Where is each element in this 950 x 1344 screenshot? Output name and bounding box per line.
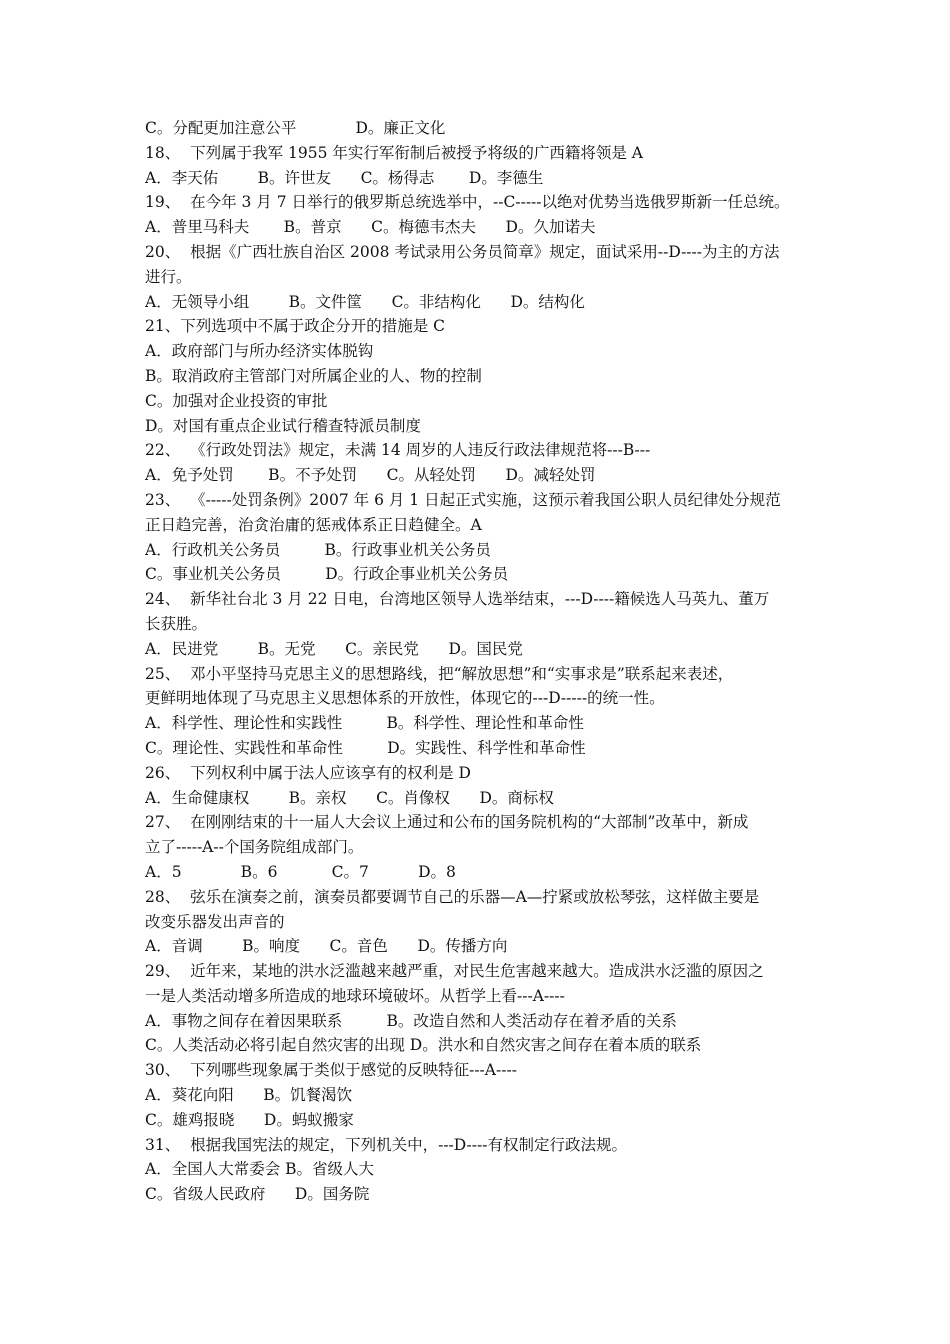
question-18: 18、 下列属于我军 1955 年实行军衔制后被授予将级的广西籍将领是 A xyxy=(145,143,644,162)
options-29-cd: C。人类活动必将引起自然灾害的出现 D。洪水和自然灾害之间存在着本质的联系 xyxy=(145,1036,702,1055)
question-25-cont: 更鲜明地体现了马克思主义思想体系的开放性，体现它的---D-----的统一性。 xyxy=(145,689,665,708)
options-19: A．普里马科夫 B。普京 C。梅德韦杰夫 D。久加诺夫 xyxy=(145,218,596,237)
options-27: A．5 B。6 C。7 D。8 xyxy=(145,862,456,881)
options-26: A．生命健康权 B。亲权 C。肖像权 D。商标权 xyxy=(145,788,554,807)
question-28-cont: 改变乐器发出声音的 xyxy=(145,912,285,931)
question-30: 30、 下列哪些现象属于类似于感觉的反映特征---A---- xyxy=(145,1061,517,1080)
question-27-cont: 立了-----A--个国务院组成部门。 xyxy=(145,838,364,857)
question-29-cont: 一是人类活动增多所造成的地球环境破坏。从哲学上看---A---- xyxy=(145,986,565,1005)
options-25-ab: A．科学性、理论性和实践性 B。科学性、理论性和革命性 xyxy=(145,714,584,733)
question-24-cont: 长获胜。 xyxy=(145,614,208,633)
options-31-cd: C。省级人民政府 D。国务院 xyxy=(145,1185,370,1204)
question-28: 28、 弦乐在演奏之前，演奏员都要调节自己的乐器—A—拧紧或放松琴弦，这样做主要是 xyxy=(145,887,760,906)
options-20: A．无领导小组 B。文件筐 C。非结构化 D。结构化 xyxy=(145,292,585,311)
options-28: A．音调 B。响度 C。音色 D。传播方向 xyxy=(145,937,508,956)
options-18: A．李天佑 B。许世友 C。杨得志 D。李德生 xyxy=(145,168,544,187)
option-21-c: C。加强对企业投资的审批 xyxy=(145,391,328,410)
question-21: 21、下列选项中不属于政企分开的措施是 C xyxy=(145,317,446,336)
options-31-ab: A．全国人大常委会 B。省级人大 xyxy=(145,1160,375,1179)
question-22: 22、 《行政处罚法》规定，未满 14 周岁的人违反行政法律规范将---B--- xyxy=(145,441,651,460)
option-21-a: A．政府部门与所办经济实体脱钩 xyxy=(145,342,374,361)
question-26: 26、 下列权利中属于法人应该享有的权利是 D xyxy=(145,763,471,782)
question-25: 25、 邓小平坚持马克思主义的思想路线，把“解放思想”和“实事求是”联系起来表述， xyxy=(145,664,734,683)
options-29-ab: A．事物之间存在着因果联系 B。改造自然和人类活动存在着矛盾的关系 xyxy=(145,1011,677,1030)
question-19: 19、 在今年 3 月 7 日举行的俄罗斯总统选举中，--C-----以绝对优势当选俄罗斯新一任总统。 xyxy=(145,193,790,212)
question-23-cont: 正日趋完善，治贪治庸的惩戒体系正日趋健全。A xyxy=(145,515,482,534)
question-20-cont: 进行。 xyxy=(145,267,192,286)
question-29: 29、 近年来，某地的洪水泛滥越来越严重，对民生危害越来越大。造成洪水泛滥的原因之 xyxy=(145,962,764,981)
question-23: 23、 《-----处罚条例》2007 年 6 月 1 日起正式实施，这预示着我国公职人员纪律处分规范 xyxy=(145,490,781,509)
options-24: A．民进党 B。无党 C。亲民党 D。国民党 xyxy=(145,639,523,658)
option-21-b: B。取消政府主管部门对所属企业的人、物的控制 xyxy=(145,366,482,385)
options-23-ab: A．行政机关公务员 B。行政事业机关公务员 xyxy=(145,540,491,559)
text-line: C。分配更加注意公平 D。廉正文化 xyxy=(145,119,446,137)
options-25-cd: C。理论性、实践性和革命性 D。实践性、科学性和革命性 xyxy=(145,738,586,757)
options-23-cd: C。事业机关公务员 D。行政企事业机关公务员 xyxy=(145,565,509,584)
question-27: 27、 在刚刚结束的十一届人大会议上通过和公布的国务院机构的“大部制”改革中，新成 xyxy=(145,813,749,832)
question-20: 20、 根据《广西壮族自治区 2008 考试录用公务员简章》规定，面试采用--D----为主的方法 xyxy=(145,242,780,261)
document-page xyxy=(145,116,815,1207)
options-30-cd: C。雄鸡报晓 D。蚂蚁搬家 xyxy=(145,1110,354,1129)
options-22: A．免予处罚 B。不予处罚 C。从轻处罚 D。减轻处罚 xyxy=(145,466,596,485)
options-30-ab: A．葵花向阳 B。饥餐渴饮 xyxy=(145,1086,353,1105)
question-31: 31、 根据我国宪法的规定，下列机关中，---D----有权制定行政法规。 xyxy=(145,1135,627,1154)
option-21-d: D。对国有重点企业试行稽查特派员制度 xyxy=(145,416,421,435)
question-24: 24、 新华社台北 3 月 22 日电，台湾地区领导人选举结束，---D----籍候选人马英九、董万 xyxy=(145,590,770,609)
